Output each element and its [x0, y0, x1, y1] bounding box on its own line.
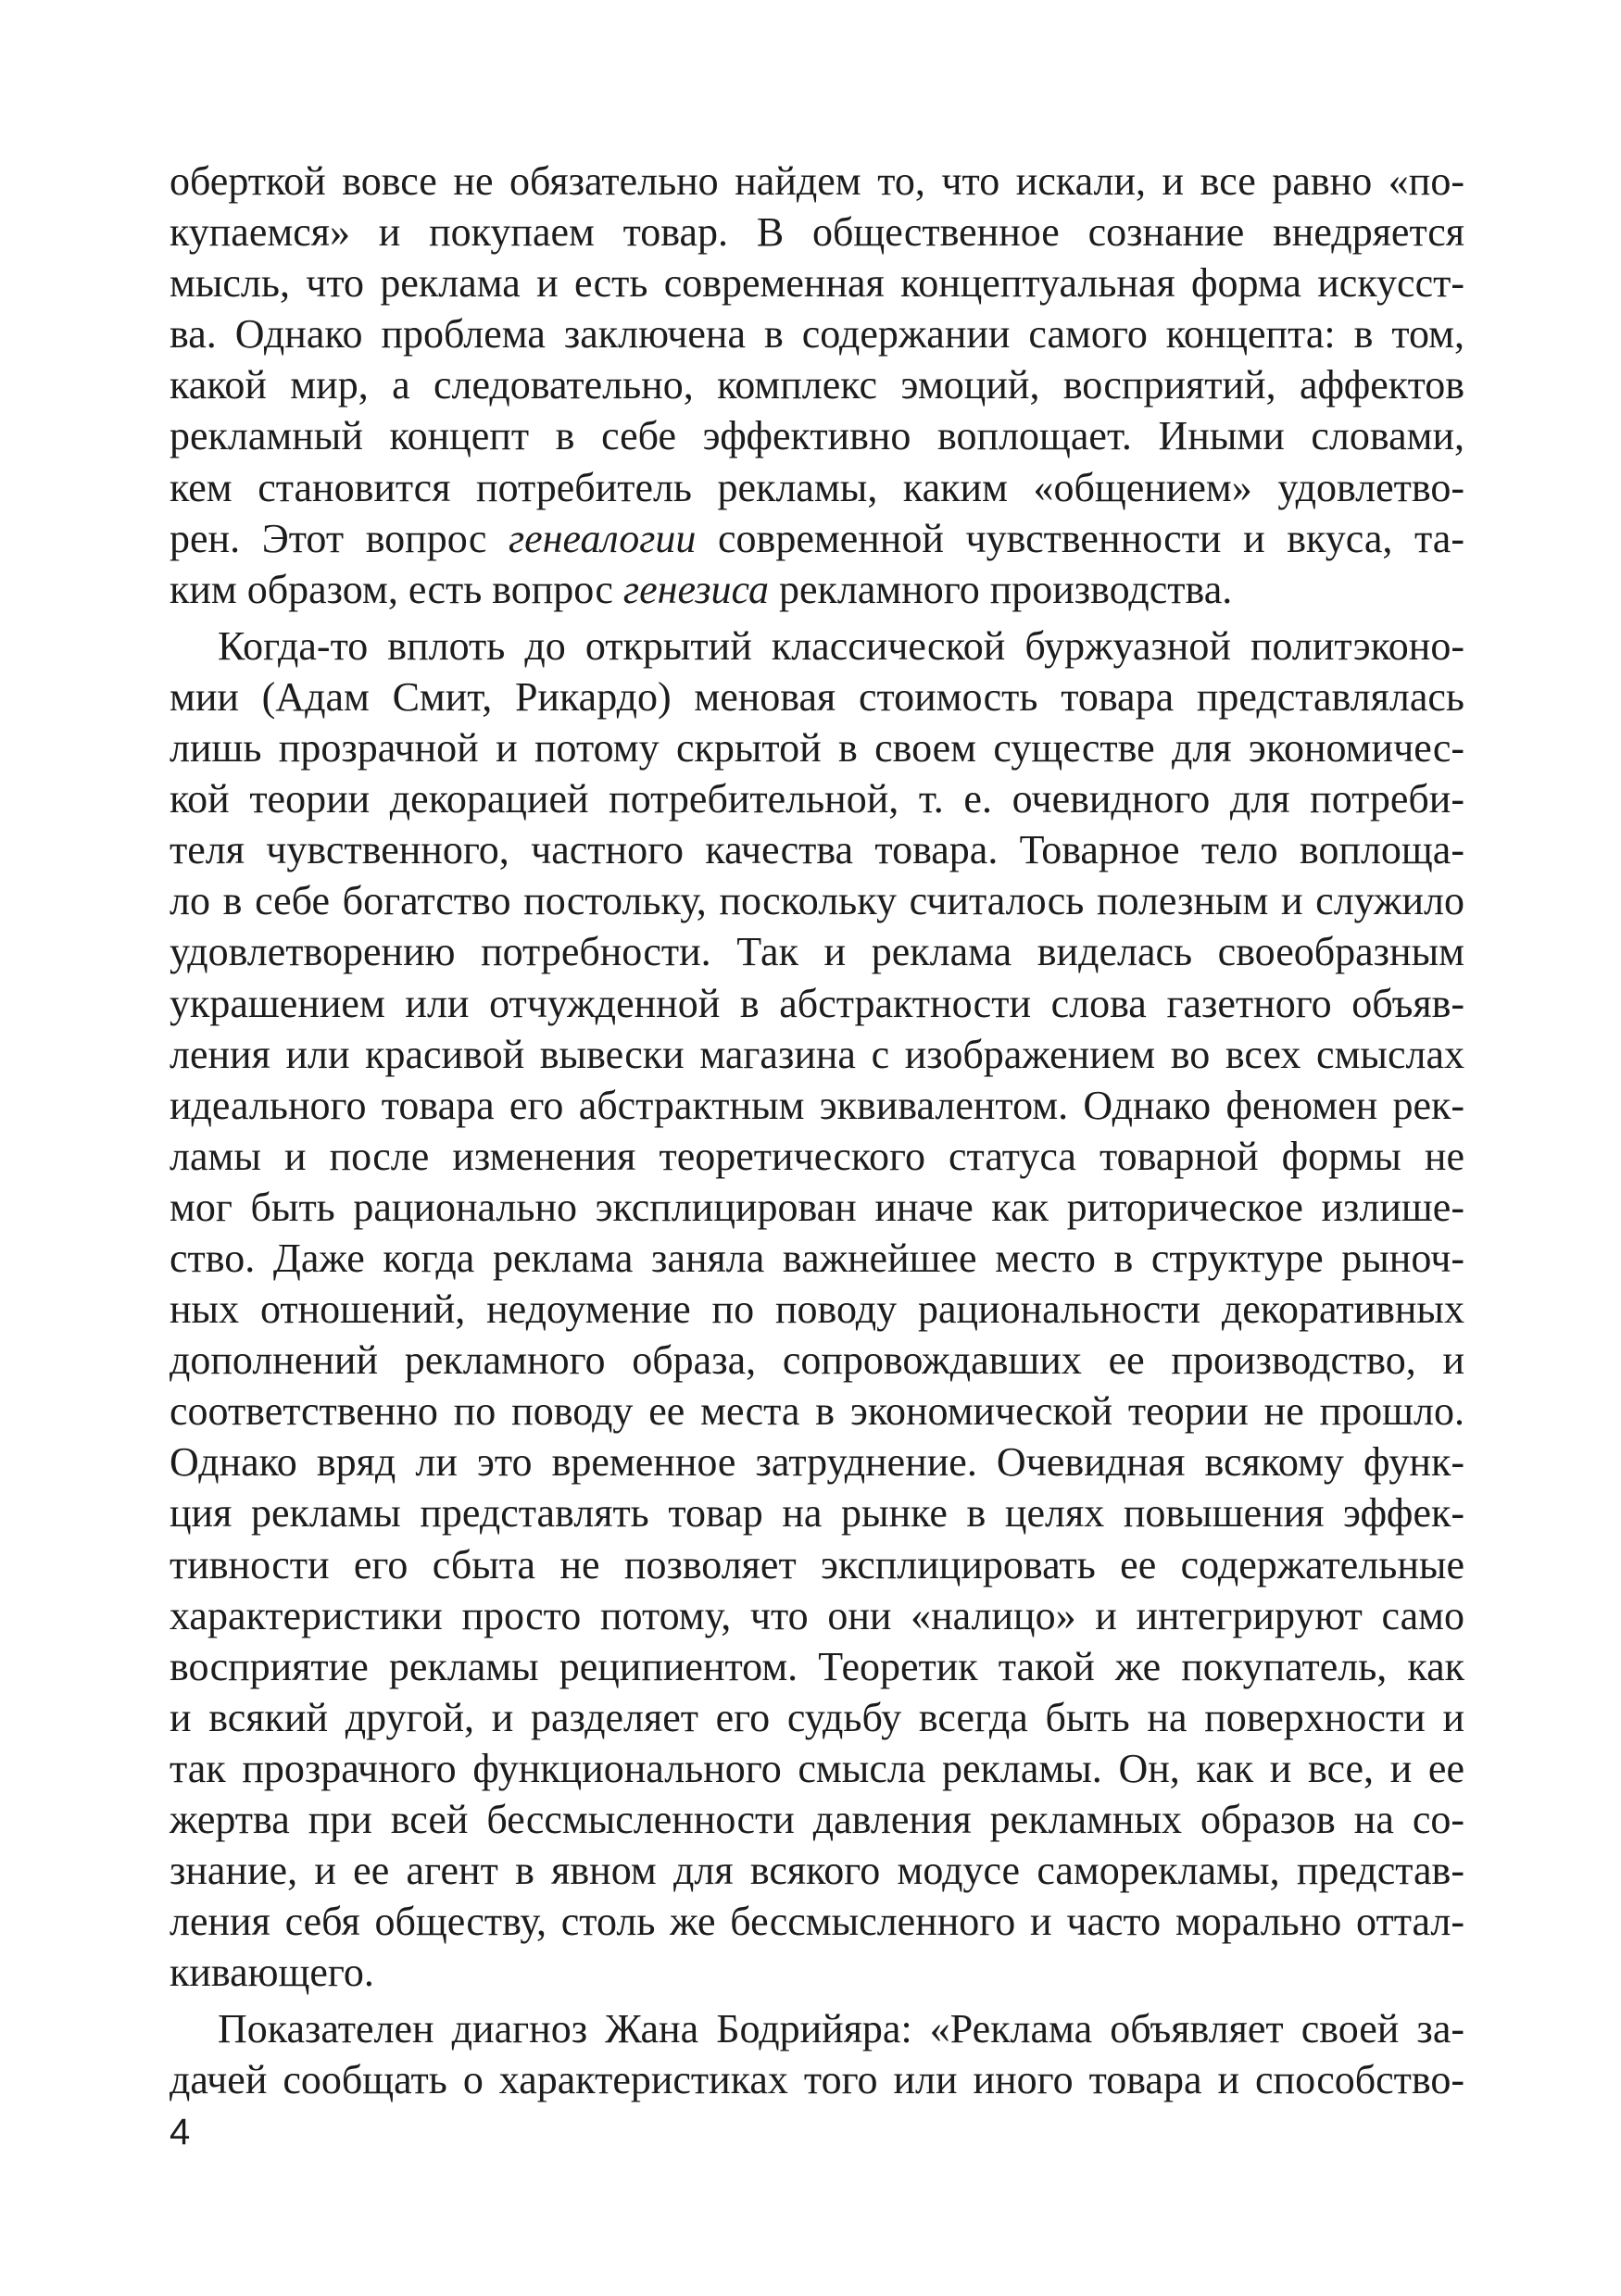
text-line	[170, 1029, 1464, 1080]
text-line	[170, 824, 1464, 875]
text-run: ламы и после изменения теоретического статуса товарной формы не	[170, 1133, 1464, 1179]
text-line	[170, 1131, 1464, 1182]
text-run: ва. Однако проблема заключена в содержании самого концепта: в том,	[170, 311, 1464, 358]
text-line	[170, 773, 1464, 824]
text-line	[170, 875, 1464, 926]
text-run: ство. Даже когда реклама заняла важнейшее место в структуре рыноч-	[170, 1235, 1464, 1281]
text-run: ления себя обществу, столь же бессмысленного и часто морально оттал-	[170, 1899, 1464, 1945]
text-run: Показателен диагноз Жана Бодрийяра: «Реклама объявляет своей за-	[218, 2006, 1464, 2052]
text-run: купаемся» и покупаем товар. В общественное сознание внедряется	[170, 209, 1464, 256]
text-line	[170, 1692, 1464, 1743]
text-line	[170, 621, 1464, 671]
text-run: и всякий другой, и разделяет его судьбу всегда быть на поверхности и	[170, 1694, 1464, 1740]
paragraph	[170, 156, 1464, 615]
paragraph	[170, 2003, 1464, 2105]
text-run: теля чувственного, частного качества товара. Товарное тело воплоща-	[170, 827, 1464, 873]
text-run: ных отношений, недоумение по поводу рациональности декоративных	[170, 1286, 1464, 1333]
page-number: 4	[170, 2112, 191, 2152]
text-run: рен. Этот вопрос	[170, 515, 509, 561]
text-line	[170, 1845, 1464, 1896]
text-run: рекламный концепт в себе эффективно воплощает. Иными словами,	[170, 413, 1464, 459]
text-run: Однако вряд ли это временное затруднение. Очевидная всякому функ-	[170, 1439, 1464, 1486]
text-line	[170, 1437, 1464, 1487]
text-line	[170, 1284, 1464, 1335]
text-line	[170, 1896, 1464, 1947]
text-line	[170, 257, 1464, 308]
text-run: ло в себе богатство постольку, поскольку считалось полезным и служило	[170, 878, 1464, 924]
text-line	[170, 671, 1464, 722]
text-line	[170, 1743, 1464, 1794]
text-line	[170, 564, 1464, 615]
text-run: соответственно по поводу ее места в экономической теории не прошло.	[170, 1388, 1464, 1435]
text-line	[170, 1386, 1464, 1437]
text-line	[170, 1080, 1464, 1131]
text-run: ким образом, есть вопрос	[170, 566, 623, 612]
text-line	[170, 722, 1464, 773]
text-run: кой теории декорацией потребительной, т. е. очевидного для потреби-	[170, 776, 1464, 822]
text-line	[170, 1233, 1464, 1284]
text-run: лишь прозрачной и потому скрытой в своем существе для экономичес-	[170, 725, 1464, 772]
text-run: Когда-то вплоть до открытий классической буржуазной политэконо-	[218, 622, 1464, 669]
text-run: мии (Адам Смит, Рикардо) меновая стоимость товара представлялась	[170, 673, 1464, 720]
text-run: кем становится потребитель рекламы, каким «общением» удовлетво-	[170, 464, 1464, 510]
text-line	[170, 2054, 1464, 2105]
text-line	[170, 1794, 1464, 1845]
text-run: жертва при всей бессмысленности давления рекламных образов на со-	[170, 1797, 1464, 1842]
text-line	[170, 2003, 1464, 2054]
text-run: рекламного производства.	[768, 566, 1233, 612]
text-line	[170, 359, 1464, 410]
text-run: характеристики просто потому, что они «налицо» и интегрируют само	[170, 1592, 1464, 1638]
text-line	[170, 308, 1464, 359]
text-run: ция рекламы представлять товар на рынке в целях повышения эффек-	[170, 1490, 1464, 1537]
text-line	[170, 1182, 1464, 1233]
text-run: ления или красивой вывески магазина с изображением во всех смыслах	[170, 1031, 1464, 1077]
text-run: мысль, что реклама и есть современная концептуальная форма искусст-	[170, 260, 1464, 307]
text-line	[170, 410, 1464, 461]
text-line	[170, 513, 1464, 564]
text-line	[170, 462, 1464, 513]
text-run: какой мир, а следовательно, комплекс эмоций, восприятий, аффектов	[170, 362, 1464, 408]
paragraph	[170, 621, 1464, 1999]
text-run: современной чувственности и вкуса, та-	[696, 515, 1464, 561]
text-run: украшением или отчужденной в абстрактности слова газетного объяв-	[170, 980, 1464, 1026]
text-line	[170, 926, 1464, 977]
text-run: тивности его сбыта не позволяет эксплицировать ее содержательные	[170, 1541, 1464, 1587]
italic-term: генеалогии	[509, 515, 697, 561]
text-run: восприятие рекламы реципиентом. Теоретик такой же покупатель, как	[170, 1643, 1464, 1689]
text-line	[170, 978, 1464, 1029]
text-run: удовлетворению потребности. Так и реклама виделась своеобразным	[170, 929, 1464, 975]
text-line	[170, 1539, 1464, 1590]
text-line	[170, 207, 1464, 257]
body-text	[170, 156, 1464, 2106]
text-line	[170, 1947, 1464, 1998]
italic-term: генезиса	[622, 566, 769, 612]
text-line	[170, 1487, 1464, 1538]
text-run: дополнений рекламного образа, сопровождавших ее производство, и	[170, 1337, 1464, 1384]
text-line	[170, 1335, 1464, 1386]
text-line	[170, 1590, 1464, 1641]
text-run: идеального товара его абстрактным эквивалентом. Однако феномен рек-	[170, 1082, 1464, 1128]
text-run: знание, и ее агент в явном для всякого модусе саморекламы, представ-	[170, 1848, 1464, 1894]
text-run: так прозрачного функционального смысла рекламы. Он, как и все, и ее	[170, 1745, 1464, 1791]
text-run: дачей сообщать о характеристиках того или иного товара и способство-	[170, 2057, 1464, 2103]
text-run: кивающего.	[170, 1950, 374, 1996]
text-run: мог быть рационально эксплицирован иначе как риторическое излише-	[170, 1184, 1464, 1230]
text-line	[170, 156, 1464, 207]
text-line	[170, 1641, 1464, 1692]
text-run: оберткой вовсе не обязательно найдем то, что искали, и все равно «по-	[170, 158, 1464, 204]
